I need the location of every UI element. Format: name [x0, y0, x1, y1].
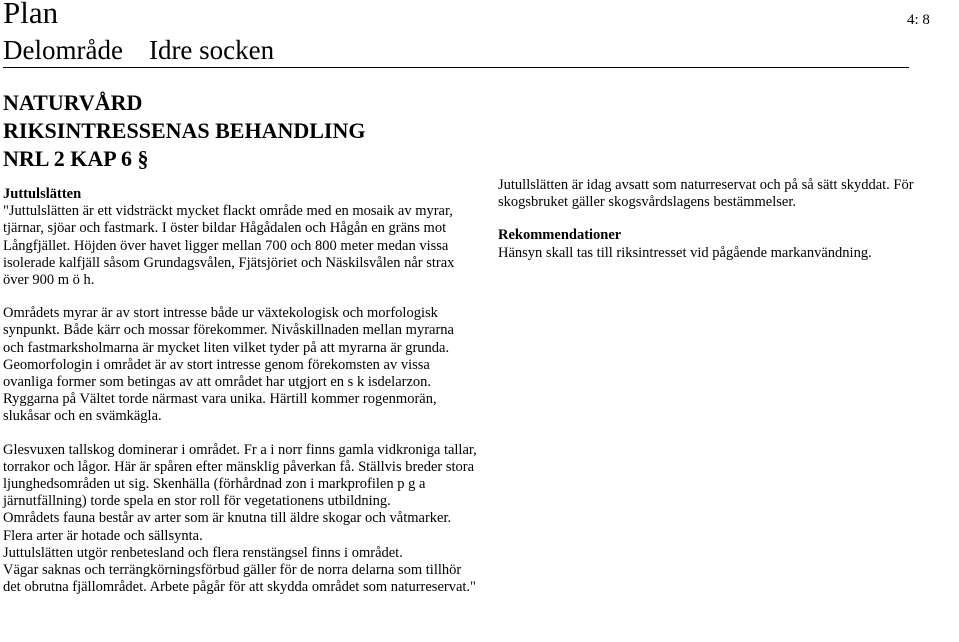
paragraph-skog: Glesvuxen tallskog dominerar i området. Fr a i norr finns gamla vidkroniga tallar, torrakor och lågor. Här är spåren efter mänsklig påverkan få. Ställvis breder stora ljunghedsområden ut sig. Skenhälla (förhårdnad zon i markprofilen p g a järnutfällning) torde spela en stor roll för vegetationens utbildning. — [3, 441, 477, 510]
document-subtitle — [3, 34, 274, 66]
paragraph-myrar: Områdets myrar är av stort intresse både ur växtekologisk och morfologisk synpunkt. Både kärr och mossar förekommer. Nivåskillnaden mellan myrarna och fastmarksholmarna är mycket liten vilket tyder på att myrarna är grunda. Geomorfologin i området är av stort intresse genom förekomsten av vissa ovanliga former som betingas av att området har utgjort en s k isdelarzon. Ryggarna på Vältet torde närmast vara unika. Härtill kommer rogenmorän, slukåsar och en svämkägla. — [3, 305, 454, 425]
heading-nrl: NRL 2 KAP 6 § — [3, 146, 149, 171]
paragraph-skyddat: Jutullslätten är idag avsatt som naturreservat och på så sätt skyddat. För skogsbruket gäller skogsvårdslagens bestämmelser. — [498, 177, 914, 211]
paragraph-renbete: Juttulslätten utgör renbetesland och flera renstängsel finns i området. — [3, 544, 403, 561]
recommendations-text: Hänsyn skall tas till riksintresset vid pågående markanvändning. — [498, 244, 872, 261]
paragraph-intro: "Juttulslätten är ett vidsträckt mycket flackt område med en mosaik av myrar, tjärnar, sjöar och fastmark. I öster bildar Hågådalen och Hågån en gräns mot Långfjället. Höjden över havet ligger mellan 700 och 800 meter medan vissa isolerade kalfjäll såsom Grundagsvålen, Fjätsjöriet och Näskilsvålen når strax över 900 m ö h. — [3, 203, 455, 289]
header-rule — [3, 67, 909, 68]
recommendations-title: Rekommendationer — [498, 227, 622, 244]
heading-naturvard: NATURVÅRD — [3, 90, 143, 115]
paragraph-fauna: Områdets fauna består av arter som är knutna till äldre skogar och våtmarker. Flera arter är hotade och sällsynta. — [3, 510, 452, 544]
subtitle-area: Idre socken — [148, 35, 275, 65]
heading-riksintressenas: RIKSINTRESSENAS BEHANDLING — [3, 118, 366, 143]
paragraph-vagar: Vägar saknas och terrängkörningsförbud gäller för de norra delarna som tillhör det obrutna fjällområdet. Arbete pågår för att skydda området som naturreservat." — [3, 562, 476, 596]
left-column — [3, 186, 478, 596]
page-number: 4: 8 — [907, 12, 930, 28]
document-title: Plan — [3, 0, 59, 30]
right-column — [498, 177, 948, 262]
section-title: Juttulslätten — [3, 186, 82, 202]
subtitle-label: Delområde — [3, 35, 123, 65]
